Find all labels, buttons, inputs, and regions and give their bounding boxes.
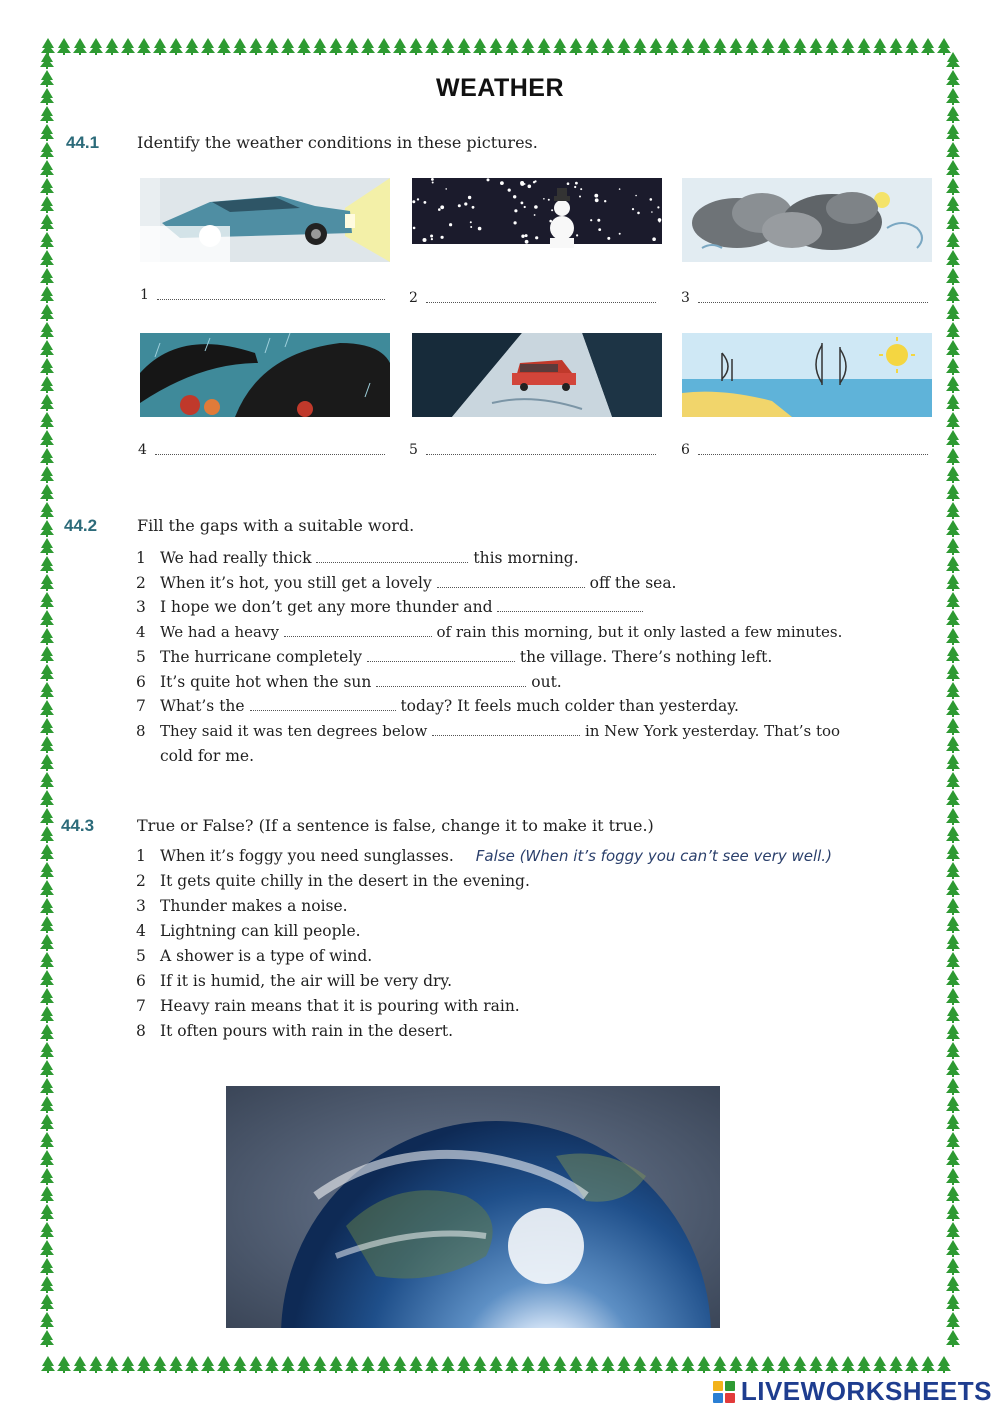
item-text-after: this morning. [473, 549, 579, 567]
picture-label-1: 1 [140, 287, 149, 303]
section2-title: Fill the gaps with a suitable word. [137, 516, 415, 535]
fill-item-7 [136, 697, 739, 715]
border-right [944, 50, 962, 1360]
item-number: 6 [136, 972, 146, 990]
item-text-before: I hope we don’t get any more thunder and [160, 598, 493, 616]
item-number: 4 [136, 623, 146, 641]
fill-item-2 [136, 574, 677, 592]
item-text-before: It’s quite hot when the sun [160, 673, 372, 691]
item-text-before: The hurricane completely [160, 648, 363, 666]
tf-item-6[interactable] [136, 972, 452, 990]
gap-input-7[interactable] [250, 698, 396, 711]
picture-label-2: 2 [409, 290, 418, 306]
picture-label-6: 6 [681, 442, 690, 458]
fill-item-6 [136, 673, 562, 691]
fill-item-4 [136, 623, 842, 641]
icy-road-car-picture [412, 333, 662, 417]
item-text-continuation: cold for me. [160, 747, 255, 765]
item-number: 5 [136, 648, 146, 666]
item-text-before: We had really thick [160, 549, 312, 567]
item-text: It often pours with rain in the desert. [160, 1022, 454, 1040]
item-text-after: the village. There’s nothing left. [519, 648, 773, 666]
answer-line-2[interactable] [426, 301, 656, 303]
answer-line-6[interactable] [698, 453, 928, 455]
answer-line-5[interactable] [426, 453, 656, 455]
item-text-after: of rain this morning, but it only lasted a few minutes. [436, 623, 843, 641]
item-number: 2 [136, 872, 146, 890]
gap-input-4[interactable] [284, 624, 432, 637]
gap-input-5[interactable] [367, 649, 515, 662]
item-number: 6 [136, 673, 146, 691]
tf-item-1 [136, 847, 832, 865]
item-text-before: They said it was ten degrees below [160, 722, 428, 740]
section1-number: 44.1 [66, 133, 100, 152]
gap-input-8[interactable] [432, 723, 580, 736]
section3-number: 44.3 [61, 816, 95, 835]
item-number: 3 [136, 598, 146, 616]
picture-label-3: 3 [681, 290, 690, 306]
border-left [38, 50, 56, 1360]
foggy-car-picture [140, 178, 390, 262]
item-number: 8 [136, 722, 146, 740]
item-number: 8 [136, 1022, 146, 1040]
answer-line-1[interactable] [157, 298, 385, 300]
fill-item-8-continuation [160, 747, 254, 765]
gap-input-6[interactable] [376, 674, 526, 687]
item-text-after: out. [531, 673, 562, 691]
gap-input-2[interactable] [437, 575, 585, 588]
tf-item-7[interactable] [136, 997, 520, 1015]
item-number: 7 [136, 697, 146, 715]
border-bottom [40, 1356, 960, 1374]
item-text-after: today? It feels much colder than yesterday. [400, 697, 739, 715]
item-text: A shower is a type of wind. [160, 947, 373, 965]
picture-label-5: 5 [409, 442, 418, 458]
liveworksheets-logo [712, 1376, 992, 1407]
answer-line-4[interactable] [155, 453, 385, 455]
tf-item-2[interactable] [136, 872, 530, 890]
item-text: It gets quite chilly in the desert in the evening. [160, 872, 530, 890]
fill-item-8 [136, 722, 840, 740]
gap-input-1[interactable] [316, 550, 468, 563]
item-text-before: What’s the [160, 697, 245, 715]
item-text: If it is humid, the air will be very dry. [160, 972, 453, 990]
fill-item-5 [136, 648, 772, 666]
earth-from-space-picture [226, 1086, 720, 1328]
picture-label-4: 4 [138, 442, 147, 458]
tf-item-4[interactable] [136, 922, 361, 940]
item-number: 5 [136, 947, 146, 965]
liveworksheets-logo-icon [712, 1379, 738, 1405]
section2-number: 44.2 [64, 516, 98, 535]
item-number: 2 [136, 574, 146, 592]
item-number: 4 [136, 922, 146, 940]
item-number: 1 [136, 549, 146, 567]
item-text: Lightning can kill people. [160, 922, 361, 940]
gap-input-3[interactable] [497, 599, 643, 612]
fill-item-3 [136, 598, 643, 616]
snowy-night-snowman-picture [412, 178, 662, 262]
tf-item-3[interactable] [136, 897, 348, 915]
item-text-after: off the sea. [589, 574, 677, 592]
item-number: 1 [136, 847, 146, 865]
section3-title: True or False? (If a sentence is false, change it to make it true.) [137, 816, 654, 835]
item-text-before: We had a heavy [160, 623, 279, 641]
rainy-umbrella-picture [140, 333, 390, 417]
example-answer: False (When it’s foggy you can’t see very well.) [475, 847, 832, 865]
item-text: Heavy rain means that it is pouring with rain. [160, 997, 520, 1015]
item-text: When it’s foggy you need sunglasses. [160, 847, 454, 865]
liveworksheets-logo-text: LIVEWORKSHEETS [740, 1376, 992, 1406]
fill-item-1 [136, 549, 579, 567]
tf-item-8[interactable] [136, 1022, 453, 1040]
item-number: 3 [136, 897, 146, 915]
item-text: Thunder makes a noise. [160, 897, 348, 915]
sunny-beach-picture [682, 333, 932, 417]
tf-item-5[interactable] [136, 947, 372, 965]
border-top [40, 38, 960, 56]
cloudy-sky-picture [682, 178, 932, 262]
answer-line-3[interactable] [698, 301, 928, 303]
item-number: 7 [136, 997, 146, 1015]
page-title: WEATHER [435, 74, 565, 102]
section1-title: Identify the weather conditions in these pictures. [137, 133, 538, 152]
item-text-after: in New York yesterday. That’s too [584, 722, 841, 740]
item-text-before: When it’s hot, you still get a lovely [160, 574, 432, 592]
